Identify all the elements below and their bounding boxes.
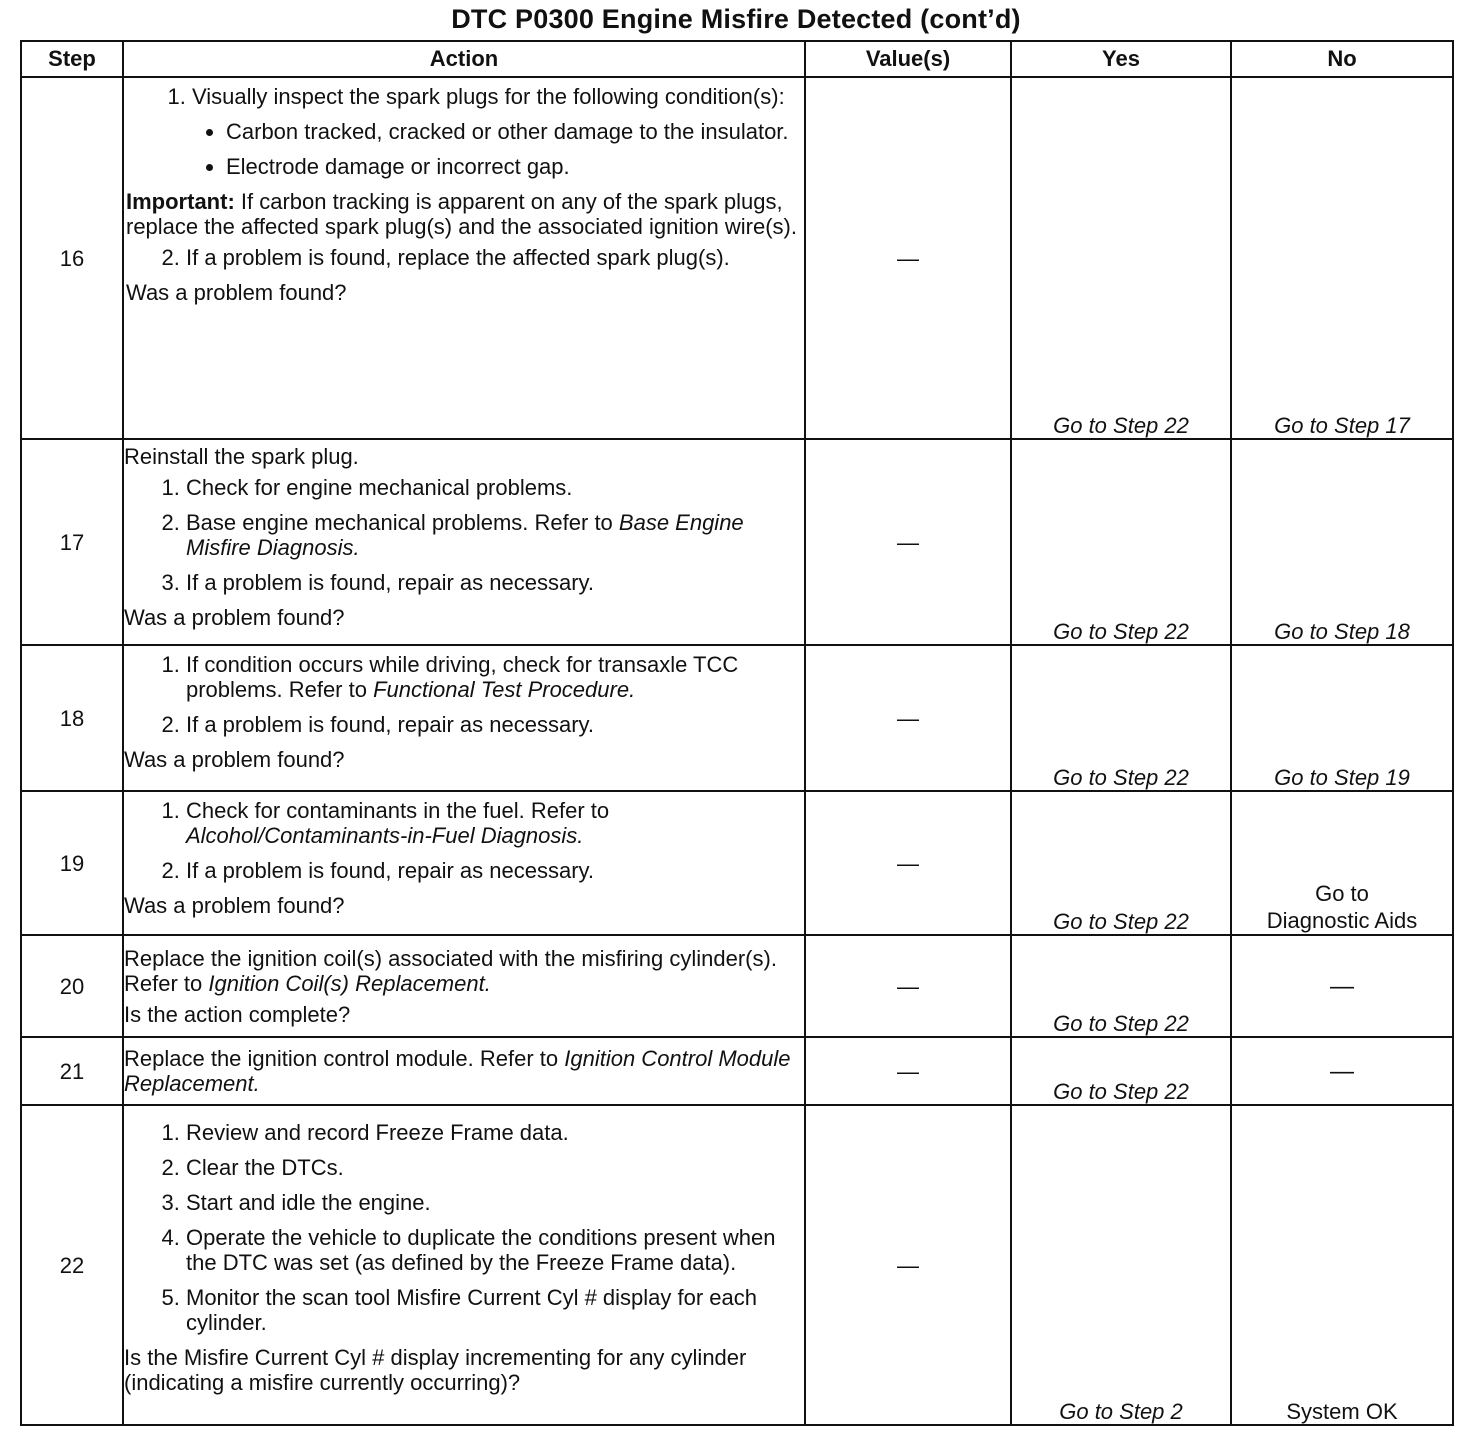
value-cell: — (805, 1037, 1011, 1105)
table-row (21, 439, 1453, 645)
step-number: 19 (21, 791, 123, 935)
action-cell (123, 77, 805, 439)
header-yes: Yes (1011, 41, 1231, 77)
no-cell (1231, 791, 1453, 935)
step-number: 16 (21, 77, 123, 439)
action-step: 3. If a problem is found, repair as necessary. (186, 570, 804, 595)
value-cell: — (805, 645, 1011, 791)
value-cell: — (805, 935, 1011, 1037)
important-label: Important: (126, 189, 235, 214)
question-text: Was a problem found? (124, 605, 345, 630)
action-steps (124, 798, 804, 883)
yes-cell: Go to Step 22 (1011, 791, 1231, 935)
header-no: No (1231, 41, 1453, 77)
action-step (186, 798, 804, 848)
action-cell (123, 439, 805, 645)
question-text: Is the Misfire Current Cyl # display incrementing for any cylinder (indicating a misfire currently occurring)? (124, 1345, 747, 1395)
header-step: Step (21, 41, 123, 77)
table-row (21, 791, 1453, 935)
table-row (21, 1037, 1453, 1105)
no-cell: Go to Step 17 (1231, 77, 1453, 439)
important-text: If carbon tracking is apparent on any of the spark plugs, replace the affected spark plug(s) and the associated ignition wire(s). (126, 189, 797, 239)
action-step: 2. If a problem is found, repair as necessary. (186, 858, 804, 883)
intro-text-part: Replace the ignition coil(s) associated with the misfiring cylinder(s). Refer to (124, 946, 777, 996)
condition-item: • Carbon tracked, cracked or other damage to the insulator. (226, 119, 804, 144)
reference-link: Functional Test Procedure. (373, 677, 636, 702)
diagnostic-table (20, 40, 1454, 1426)
action-step (186, 652, 804, 702)
no-text-line: Diagnostic Aids (1266, 908, 1418, 933)
intro-text-part: Replace the ignition control module. Refer to (124, 1046, 565, 1071)
step-number: 17 (21, 439, 123, 645)
intro-text: Reinstall the spark plug. (124, 444, 359, 469)
action-step-text: Visually inspect the spark plugs for the following condition(s): (192, 84, 785, 109)
no-cell: Go to Step 18 (1231, 439, 1453, 645)
reference-link: Base Engine Misfire Diagnosis. (186, 510, 744, 560)
value-cell: — (805, 791, 1011, 935)
header-action: Action (123, 41, 805, 77)
action-cell (123, 935, 805, 1037)
action-step-text: Base engine mechanical problems. Refer to (186, 510, 619, 535)
action-step-text: Check for contaminants in the fuel. Refer to (186, 798, 610, 823)
reference-link: Ignition Control Module Replacement. (124, 1046, 791, 1096)
step-number: 18 (21, 645, 123, 791)
yes-cell: Go to Step 2 (1011, 1105, 1231, 1425)
action-step: 4. Operate the vehicle to duplicate the conditions present when the DTC was set (as defined by the Freeze Frame data). (186, 1225, 804, 1275)
action-steps (124, 245, 804, 270)
action-step: 2. If a problem is found, replace the affected spark plug(s). (186, 245, 804, 270)
yes-cell: Go to Step 22 (1011, 77, 1231, 439)
action-step (186, 510, 804, 560)
intro-text (124, 1046, 804, 1096)
table-row (21, 645, 1453, 791)
no-cell: System OK (1231, 1105, 1453, 1425)
action-cell (123, 791, 805, 935)
document-title: DTC P0300 Engine Misfire Detected (cont’d) (451, 4, 1021, 34)
yes-cell: Go to Step 22 (1011, 935, 1231, 1037)
question-text: Was a problem found? (124, 747, 345, 772)
value-cell: — (805, 1105, 1011, 1425)
value-cell: — (805, 439, 1011, 645)
table-row (21, 935, 1453, 1037)
yes-cell: Go to Step 22 (1011, 439, 1231, 645)
action-cell (123, 1037, 805, 1105)
step-number: 21 (21, 1037, 123, 1105)
no-text-line: Go to (1315, 881, 1369, 906)
condition-list (192, 119, 804, 179)
yes-cell: Go to Step 22 (1011, 645, 1231, 791)
action-step-text: If condition occurs while driving, check for transaxle TCC problems. Refer to (186, 652, 739, 702)
action-step: 1. Check for engine mechanical problems. (186, 475, 804, 500)
reference-link: Alcohol/Contaminants-in-Fuel Diagnosis. (186, 823, 584, 848)
no-cell: — (1231, 1037, 1453, 1105)
table-row (21, 77, 1453, 439)
action-step (192, 84, 804, 179)
action-steps (124, 475, 804, 595)
action-cell (123, 1105, 805, 1425)
action-step: 1. Review and record Freeze Frame data. (186, 1120, 804, 1145)
step-number: 20 (21, 935, 123, 1037)
reference-link: Ignition Coil(s) Replacement. (208, 971, 491, 996)
condition-item: • Electrode damage or incorrect gap. (226, 154, 804, 179)
question-text: Was a problem found? (124, 893, 345, 918)
action-step: 2. If a problem is found, repair as necessary. (186, 712, 804, 737)
action-step: 2. Clear the DTCs. (186, 1155, 804, 1180)
question-text: Is the action complete? (124, 1002, 351, 1027)
header-values: Value(s) (805, 41, 1011, 77)
question-text: Was a problem found? (126, 280, 347, 305)
important-note (126, 189, 804, 239)
action-step: 3. Start and idle the engine. (186, 1190, 804, 1215)
value-cell: — (805, 77, 1011, 439)
table-row (21, 1105, 1453, 1425)
action-cell (123, 645, 805, 791)
step-number: 22 (21, 1105, 123, 1425)
action-steps (124, 1120, 804, 1335)
no-cell: — (1231, 935, 1453, 1037)
action-step: 5. Monitor the scan tool Misfire Current Cyl # display for each cylinder. (186, 1285, 804, 1335)
action-steps (124, 652, 804, 737)
intro-text (124, 946, 804, 996)
action-steps (124, 84, 804, 179)
header-row (21, 41, 1453, 77)
no-cell: Go to Step 19 (1231, 645, 1453, 791)
yes-cell: Go to Step 22 (1011, 1037, 1231, 1105)
